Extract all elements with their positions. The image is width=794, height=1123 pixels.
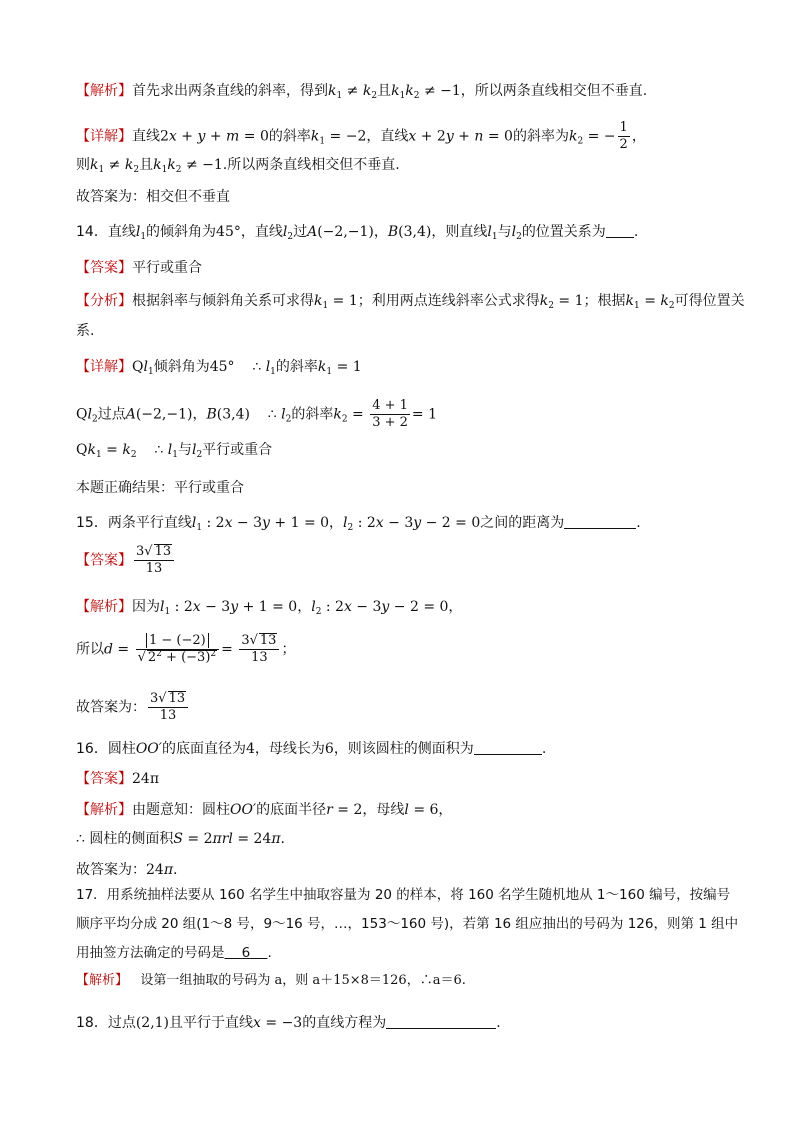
question-17-line3: 用抽签方法确定的号码是 6 . [76, 945, 272, 961]
answer-16: 【答案】24π [76, 771, 160, 787]
answer-line-15: 故答案为： $\frac{3√ 13}{13}$ [76, 691, 190, 724]
analysis-14: 【分析】根据斜率与倾斜角关系可求得$k_1 = 1$；利用两点连线斜率公式求得$k_2 = 1$；根据$k_1 = k_2$可得位置关 [76, 293, 745, 311]
solution-16-line2: ∴ 圆柱的侧面积S = 2πrl = 24π. [76, 831, 285, 847]
solution-17: 【解析】 设第一组抽取的号码为 a，则 a＋15×8＝126，∴a＝6. [76, 973, 466, 988]
question-18: 18．过点(2,1)且平行于直线x = −3的直线方程为 . [76, 1015, 501, 1031]
question-16: 16．圆柱OO′的底面直径为4，母线长为6，则该圆柱的侧面积为 . [76, 741, 547, 757]
result-14: 本题正确结果：平行或重合 [76, 480, 244, 496]
detail-14-line1: 【详解】$Ql_1$倾斜角为45° ∴ $l_1$的斜率$k_1 = 1$ [76, 359, 362, 377]
answer-15: 【答案】 $\frac{3√ 13}{13}$ [76, 544, 176, 577]
solution-15-line2: 所以d = $\frac{1 - (-2)}{√ 2^2 + (-3)^2}$ = $\frac{3√ 13}{13}$ ； [76, 633, 296, 665]
question-14: 14．直线$l_1$的倾斜角为45°，直线$l_2$过A(−2,−1)，B(3,4)，则直线$l_1$与$l_2$的位置关系为 . [76, 224, 639, 242]
tag-jiexi: 【解析】 [76, 83, 132, 99]
question-15: 15．两条平行直线$l_1$ : 2x − 3y + 1 = 0，$l_2$ : 2x − 3y − 2 = 0之间的距离为 . [76, 515, 641, 533]
solution-line-13-detail: 【详解】直线2x + y + m = 0的斜率$k_1 = -2$，直线x + 2y + n = 0的斜率为$k_2$ = − $\frac{1}{2}$ ， [76, 120, 646, 152]
answer-14: 【答案】平行或重合 [76, 260, 202, 276]
detail-14-line2: $Ql_2$过点A(−2,−1)，B(3,4) ∴ $l_2$的斜率$k_2$ = $\frac{4 + 1}{3 + 2}$ = 1 [76, 398, 438, 430]
solution-15-line1: 【解析】因为$l_1$ : 2x − 3y + 1 = 0，$l_2$ : 2x − 3y − 2 = 0， [76, 599, 463, 617]
answer-line-13: 故答案为：相交但不垂直 [76, 189, 230, 205]
solution-16-line1: 【解析】由题意知：圆柱OO′的底面半径r = 2，母线l = 6， [76, 802, 453, 818]
question-17-line1: 17．用系统抽样法要从 160 名学生中抽取容量为 20 的样本，将 160 名学生随机地从 1～160 编号，按编号 [76, 887, 731, 903]
answer-line-16: 故答案为：24π. [76, 862, 178, 878]
solution-line-13-analysis: 【解析】首先求出两条直线的斜率，得到$k_1 \ne k_2$且$k_1k_2 \ne -1$，所以两条直线相交但不垂直. [76, 83, 648, 101]
detail-14-line3: $Qk_1 = k_2$ ∴ $l_1$与$l_2$平行或重合 [76, 442, 273, 460]
analysis-14-cont: 系. [76, 323, 95, 339]
solution-line-13-conclusion: 则$k_1 \ne k_2$且$k_1k_2 \ne -1$.所以两条直线相交但不垂直. [76, 157, 400, 175]
question-17-line2: 顺序平均分成 20 组(1～8 号，9～16 号，…，153～160 号)，若第 16 组应抽出的号码为 126，则第 1 组中 [76, 916, 739, 932]
